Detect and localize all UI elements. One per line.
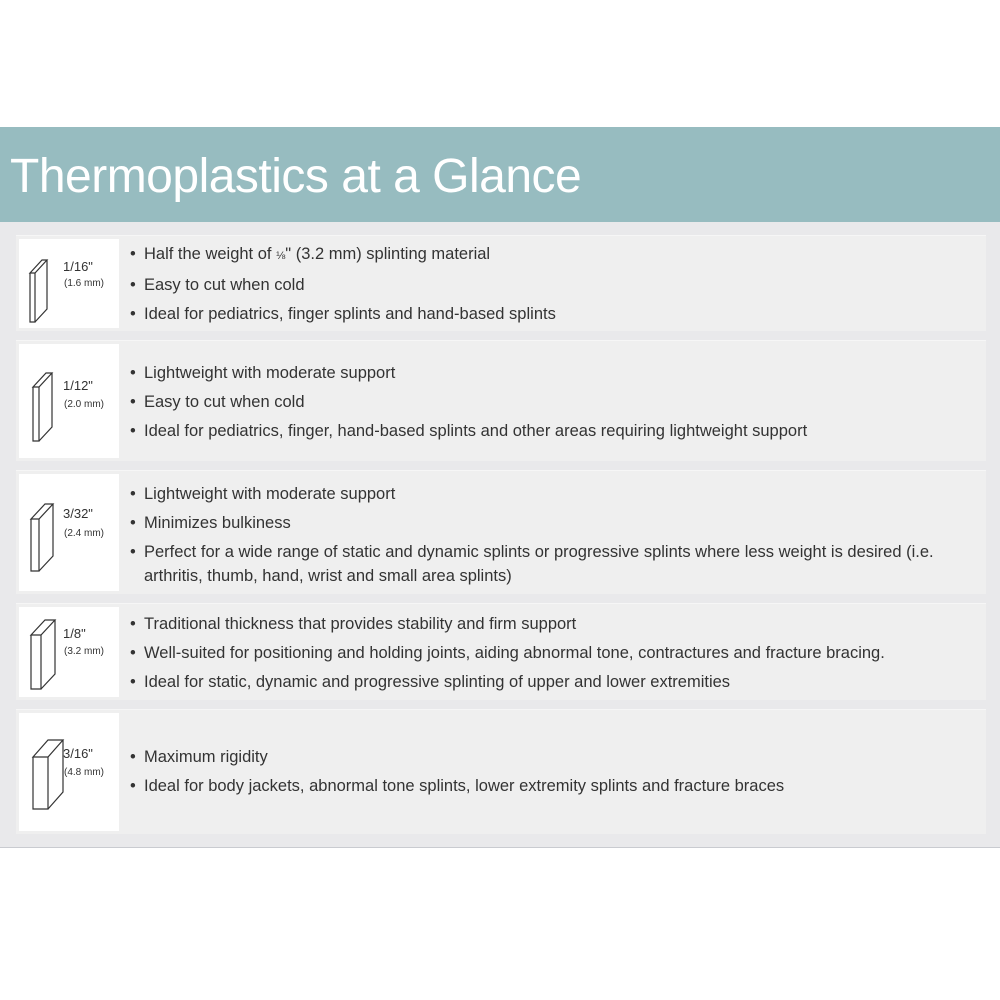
feature-item: • Well-suited for positioning and holding joints, aiding abnormal tone, contractures and fracture bracing.	[128, 641, 980, 665]
thickness-row-1-8	[16, 603, 986, 700]
thickness-row-3-16	[16, 709, 986, 834]
thickness-thumbnail	[19, 344, 119, 458]
feature-item: • Ideal for body jackets, abnormal tone splints, lower extremity splints and fracture braces	[128, 774, 980, 798]
thickness-thumbnail	[19, 239, 119, 328]
thickness-label: 3/32"	[63, 506, 93, 521]
thickness-row-1-16	[16, 235, 986, 331]
feature-item: • Minimizes bulkiness	[128, 511, 980, 535]
feature-item: • Ideal for pediatrics, finger splints and hand-based splints	[128, 302, 980, 326]
thickness-thumbnail	[19, 474, 119, 591]
thermoplastics-panel	[0, 127, 1000, 848]
feature-item: • Perfect for a wide range of static and dynamic splints or progressive splints where less weight is desired (i.e. arthritis, thumb, hand, wrist and small area splints)	[128, 540, 980, 588]
thickness-row-1-12	[16, 340, 986, 461]
thickness-row-3-32	[16, 470, 986, 594]
thickness-mm: (2.0 mm)	[64, 399, 104, 410]
feature-list	[128, 482, 980, 588]
feature-item: • Ideal for static, dynamic and progressive splinting of upper and lower extremities	[128, 670, 980, 694]
feature-item: • Traditional thickness that provides stability and firm support	[128, 612, 980, 636]
thickness-label: 1/16"	[63, 259, 93, 274]
header-banner	[0, 127, 1000, 222]
feature-item: • Lightweight with moderate support	[128, 361, 980, 385]
thickness-mm: (2.4 mm)	[64, 528, 104, 539]
feature-item: • Lightweight with moderate support	[128, 482, 980, 506]
thickness-label: 1/8"	[63, 626, 86, 641]
thickness-mm: (1.6 mm)	[64, 278, 104, 289]
thickness-thumbnail	[19, 607, 119, 697]
thickness-label: 1/12"	[63, 378, 93, 393]
feature-item: • Ideal for pediatrics, finger, hand-based splints and other areas requiring lightweight support	[128, 419, 980, 443]
page-title: Thermoplastics at a Glance	[10, 150, 582, 203]
thickness-mm: (4.8 mm)	[64, 767, 104, 778]
feature-item: • Half the weight of ⅛" (3.2 mm) splinting material	[128, 242, 980, 268]
feature-list	[128, 612, 980, 699]
feature-item: • Maximum rigidity	[128, 745, 980, 769]
feature-list	[128, 242, 980, 331]
thickness-label: 3/16"	[63, 746, 93, 761]
feature-list	[128, 745, 980, 803]
thickness-mm: (3.2 mm)	[64, 646, 104, 657]
feature-item: • Easy to cut when cold	[128, 390, 980, 414]
feature-list	[128, 361, 980, 448]
thickness-thumbnail	[19, 713, 119, 831]
feature-item: • Easy to cut when cold	[128, 273, 980, 297]
